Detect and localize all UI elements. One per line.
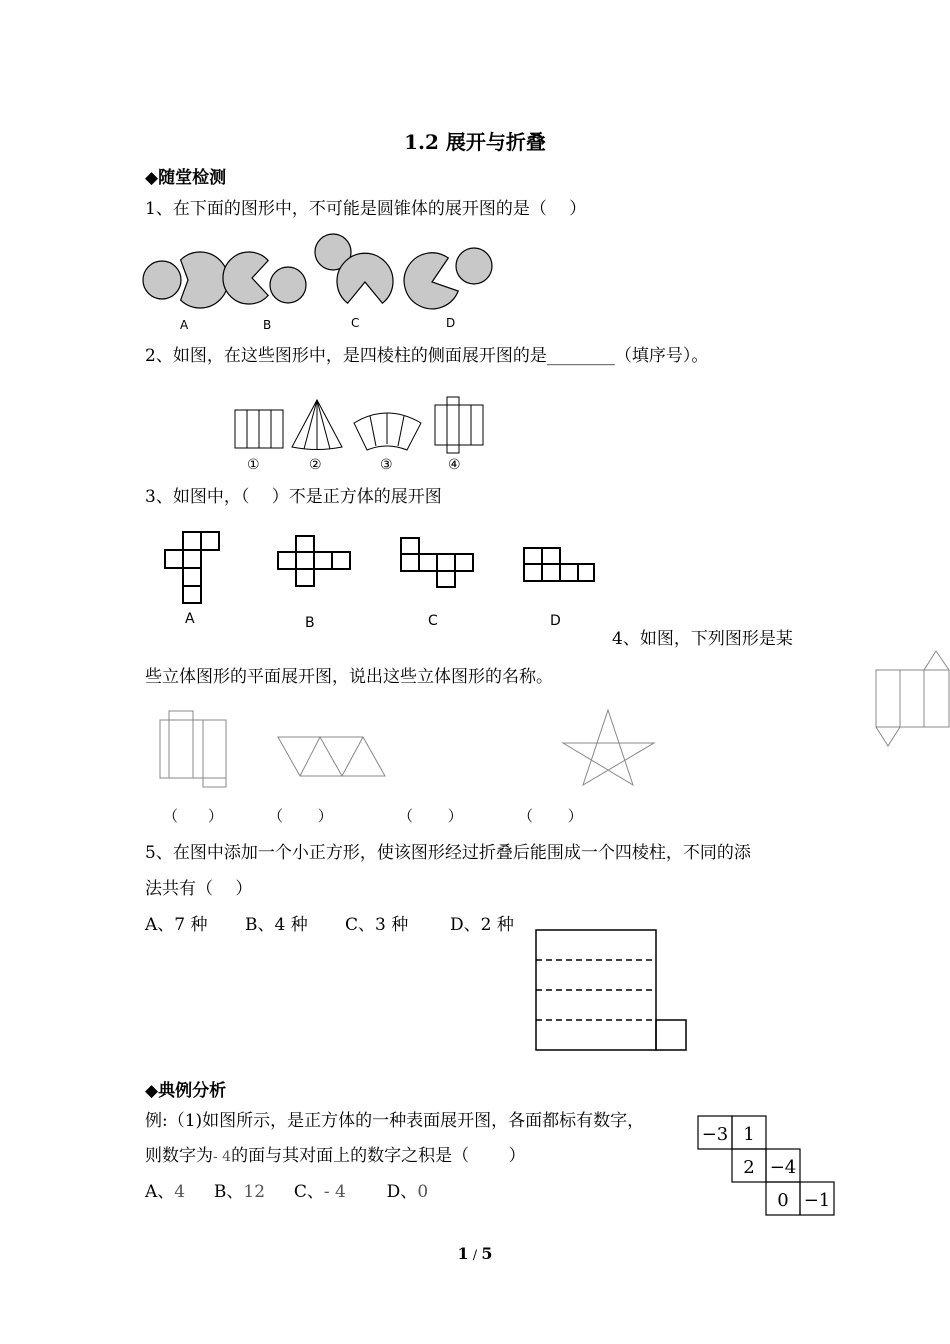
example-line2-pre: 则数字为 xyxy=(145,1146,213,1166)
net-cell-4: −4 xyxy=(769,1157,797,1178)
example-line2-post: 的面与其对面上的数字之积是（ ） xyxy=(231,1146,526,1166)
q1-label-c: C xyxy=(351,316,360,330)
q5-small-square xyxy=(656,1020,686,1050)
net-cell-3: 2 xyxy=(743,1157,755,1178)
q1-label-b: B xyxy=(263,318,272,332)
footer-separator: / xyxy=(468,1248,482,1263)
net-cell-5: 0 xyxy=(777,1190,789,1211)
example-option-c-key: C、 xyxy=(293,1182,324,1202)
question-3: 3、如图中，（ ）不是正方体的展开图 xyxy=(145,487,442,507)
footer-total-pages: 5 xyxy=(481,1244,493,1263)
example-option-a-key: A、 xyxy=(145,1182,175,1202)
example-option-d-val: 0 xyxy=(417,1182,429,1202)
q3-net-d xyxy=(524,548,594,581)
section-heading-practice: ◆随堂检测 xyxy=(145,168,227,188)
example-option-b-key: B、 xyxy=(213,1182,244,1202)
example-option-c-val: - 4 xyxy=(323,1182,346,1202)
q3-net-a xyxy=(165,532,219,603)
q2-label-3: ③ xyxy=(380,457,393,473)
q4-figure xyxy=(155,705,665,805)
q3-figure xyxy=(160,528,600,633)
q4-blank-3: （ ） xyxy=(398,807,463,825)
q5-option-d: D、2 种 xyxy=(450,915,514,935)
q1-label-d: D xyxy=(446,316,456,330)
q3-label-b: B xyxy=(305,615,315,631)
net-cell-2: 1 xyxy=(743,1124,755,1145)
net-cell-1: −3 xyxy=(701,1124,729,1145)
question-1: 1、在下面的图形中，不可能是圆锥体的展开图的是（ ） xyxy=(145,199,587,219)
footer-page-number: 1 xyxy=(457,1244,469,1263)
example-option-d-key: D、 xyxy=(386,1182,418,1202)
question-5-line1: 5、在图中添加一个小正方形，使该图形经过折叠后能围成一个四棱柱，不同的添 xyxy=(145,843,751,863)
q4-net-triangles xyxy=(278,737,385,776)
example-line2-num: - 4 xyxy=(213,1149,232,1165)
q5-figure xyxy=(534,928,694,1054)
q2-figure xyxy=(230,395,490,475)
q3-net-c xyxy=(401,538,473,587)
q3-label-c: C xyxy=(428,613,438,629)
q4-blank-4: （ ） xyxy=(518,807,583,825)
page-title: 1.2 展开与折叠 xyxy=(404,130,546,154)
question-5-line2: 法共有（ ） xyxy=(145,879,253,899)
q2-label-4: ④ xyxy=(448,457,461,473)
page-footer xyxy=(0,1244,950,1263)
example-cube-net xyxy=(697,1115,837,1220)
q1-d-circle xyxy=(456,248,492,284)
q1-a-circle xyxy=(143,261,181,299)
net-cell-6: −1 xyxy=(803,1190,831,1211)
example-line2 xyxy=(145,1146,526,1167)
q4-blank-2: （ ） xyxy=(268,807,333,825)
question-4-part2: 些立体图形的平面展开图，说出这些立体图形的名称。 xyxy=(145,667,553,687)
example-line1: 例:（1)如图所示，是正方体的一种表面展开图，各面都标有数字， xyxy=(145,1111,645,1131)
q5-option-c: C、3 种 xyxy=(345,915,409,935)
q4-net-cuboid xyxy=(160,711,226,787)
section-heading-examples: ◆典例分析 xyxy=(145,1081,227,1101)
q1-b-sector xyxy=(223,252,268,304)
example-options xyxy=(145,1182,428,1202)
q1-a-sector xyxy=(181,252,228,308)
q1-c-sector xyxy=(337,253,393,303)
q4-side-prism-net xyxy=(870,648,950,750)
question-2: 2、如图，在这些图形中，是四棱柱的侧面展开图的是________（填序号）。 xyxy=(145,346,709,366)
q5-option-b: B、4 种 xyxy=(245,915,308,935)
q2-label-1: ① xyxy=(247,457,260,473)
q1-b-circle xyxy=(270,267,306,303)
q1-figure xyxy=(140,230,500,335)
q4-net-star xyxy=(563,710,654,785)
q1-label-a: A xyxy=(180,318,189,332)
question-4-part1: 4、如图，下列图形是某 xyxy=(612,629,793,649)
q4-blank-1: （ ） xyxy=(163,807,224,825)
example-option-a-val: 4 xyxy=(174,1182,186,1202)
example-option-b-val: 12 xyxy=(243,1182,266,1202)
q2-label-2: ② xyxy=(309,457,322,473)
q3-label-d: D xyxy=(550,613,561,629)
q3-label-a: A xyxy=(185,611,195,627)
q1-d-sector xyxy=(404,253,458,309)
q5-option-a: A、7 种 xyxy=(145,915,208,935)
q3-net-b xyxy=(278,536,350,586)
